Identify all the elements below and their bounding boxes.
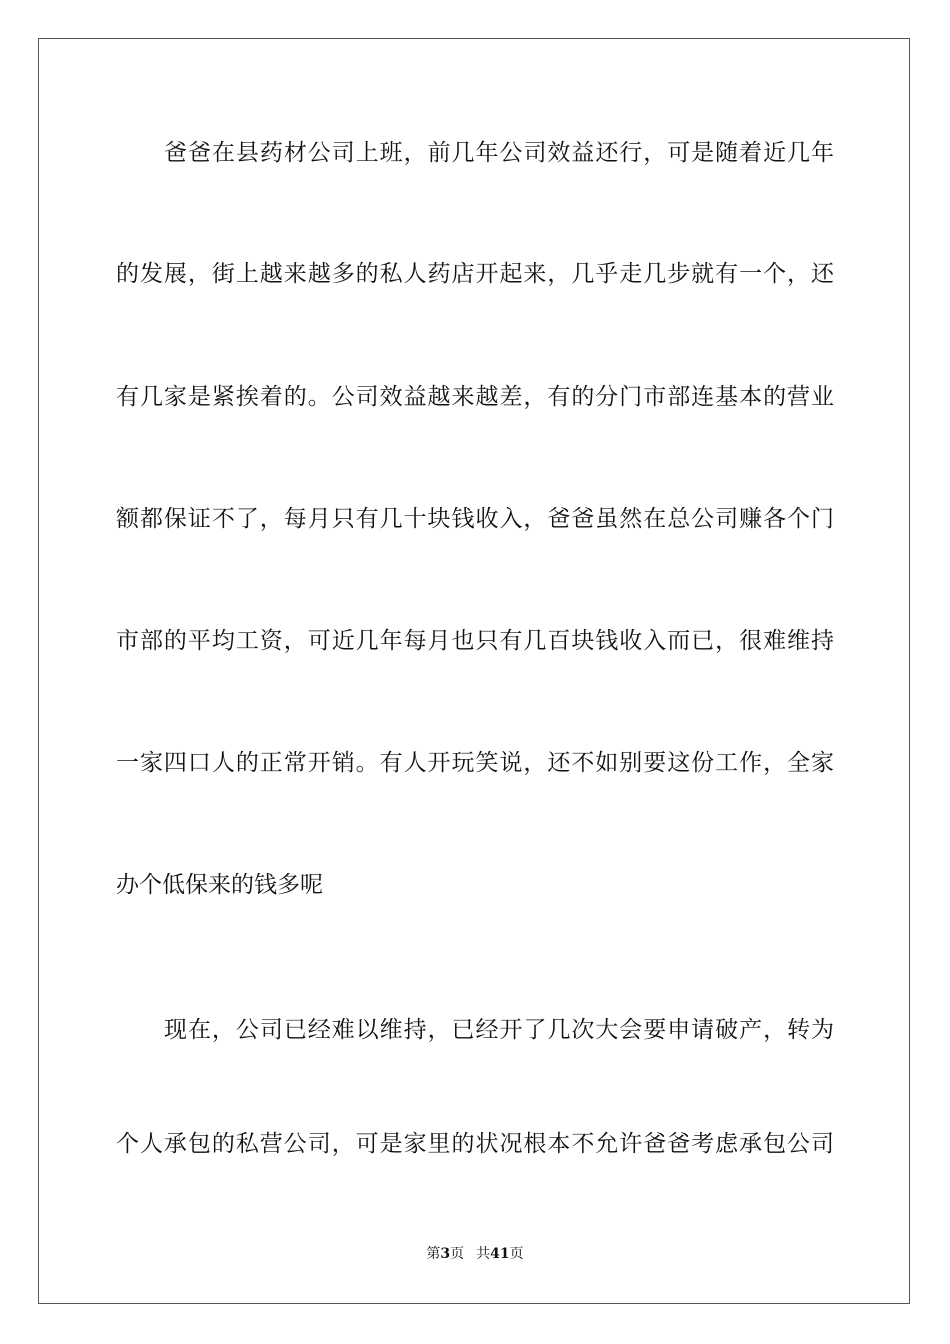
total-label-prefix: 共 xyxy=(476,1246,491,1262)
text-line: 一家四口人的正常开销。有人开玩笑说，还不如别要这份工作，全家 xyxy=(116,750,834,776)
page-border xyxy=(38,38,910,1304)
text-line: 有几家是紧挨着的。公司效益越来越差，有的分门市部连基本的营业 xyxy=(116,384,834,410)
current-page-number: 3 xyxy=(440,1246,451,1262)
page-label-prefix: 第 xyxy=(426,1246,441,1262)
text-line: 现在，公司已经难以维持，已经开了几次大会要申请破产，转为 xyxy=(164,1017,834,1043)
total-page-count: 41 xyxy=(490,1246,510,1262)
text-line: 办个低保来的钱多呢 xyxy=(116,872,323,898)
text-line: 个人承包的私营公司，可是家里的状况根本不允许爸爸考虑承包公司 xyxy=(116,1131,834,1157)
text-line: 的发展，街上越来越多的私人药店开起来，几乎走几步就有一个，还 xyxy=(116,261,834,287)
total-label-suffix: 页 xyxy=(509,1246,524,1262)
text-line: 爸爸在县药材公司上班，前几年公司效益还行，可是随着近几年 xyxy=(164,140,834,166)
text-line: 额都保证不了，每月只有几十块钱收入，爸爸虽然在总公司赚各个门 xyxy=(116,506,834,532)
text-line: 市部的平均工资，可近几年每月也只有几百块钱收入而已，很难维持 xyxy=(116,628,834,654)
page-footer xyxy=(0,1244,950,1264)
page-label-suffix: 页 xyxy=(450,1246,465,1262)
